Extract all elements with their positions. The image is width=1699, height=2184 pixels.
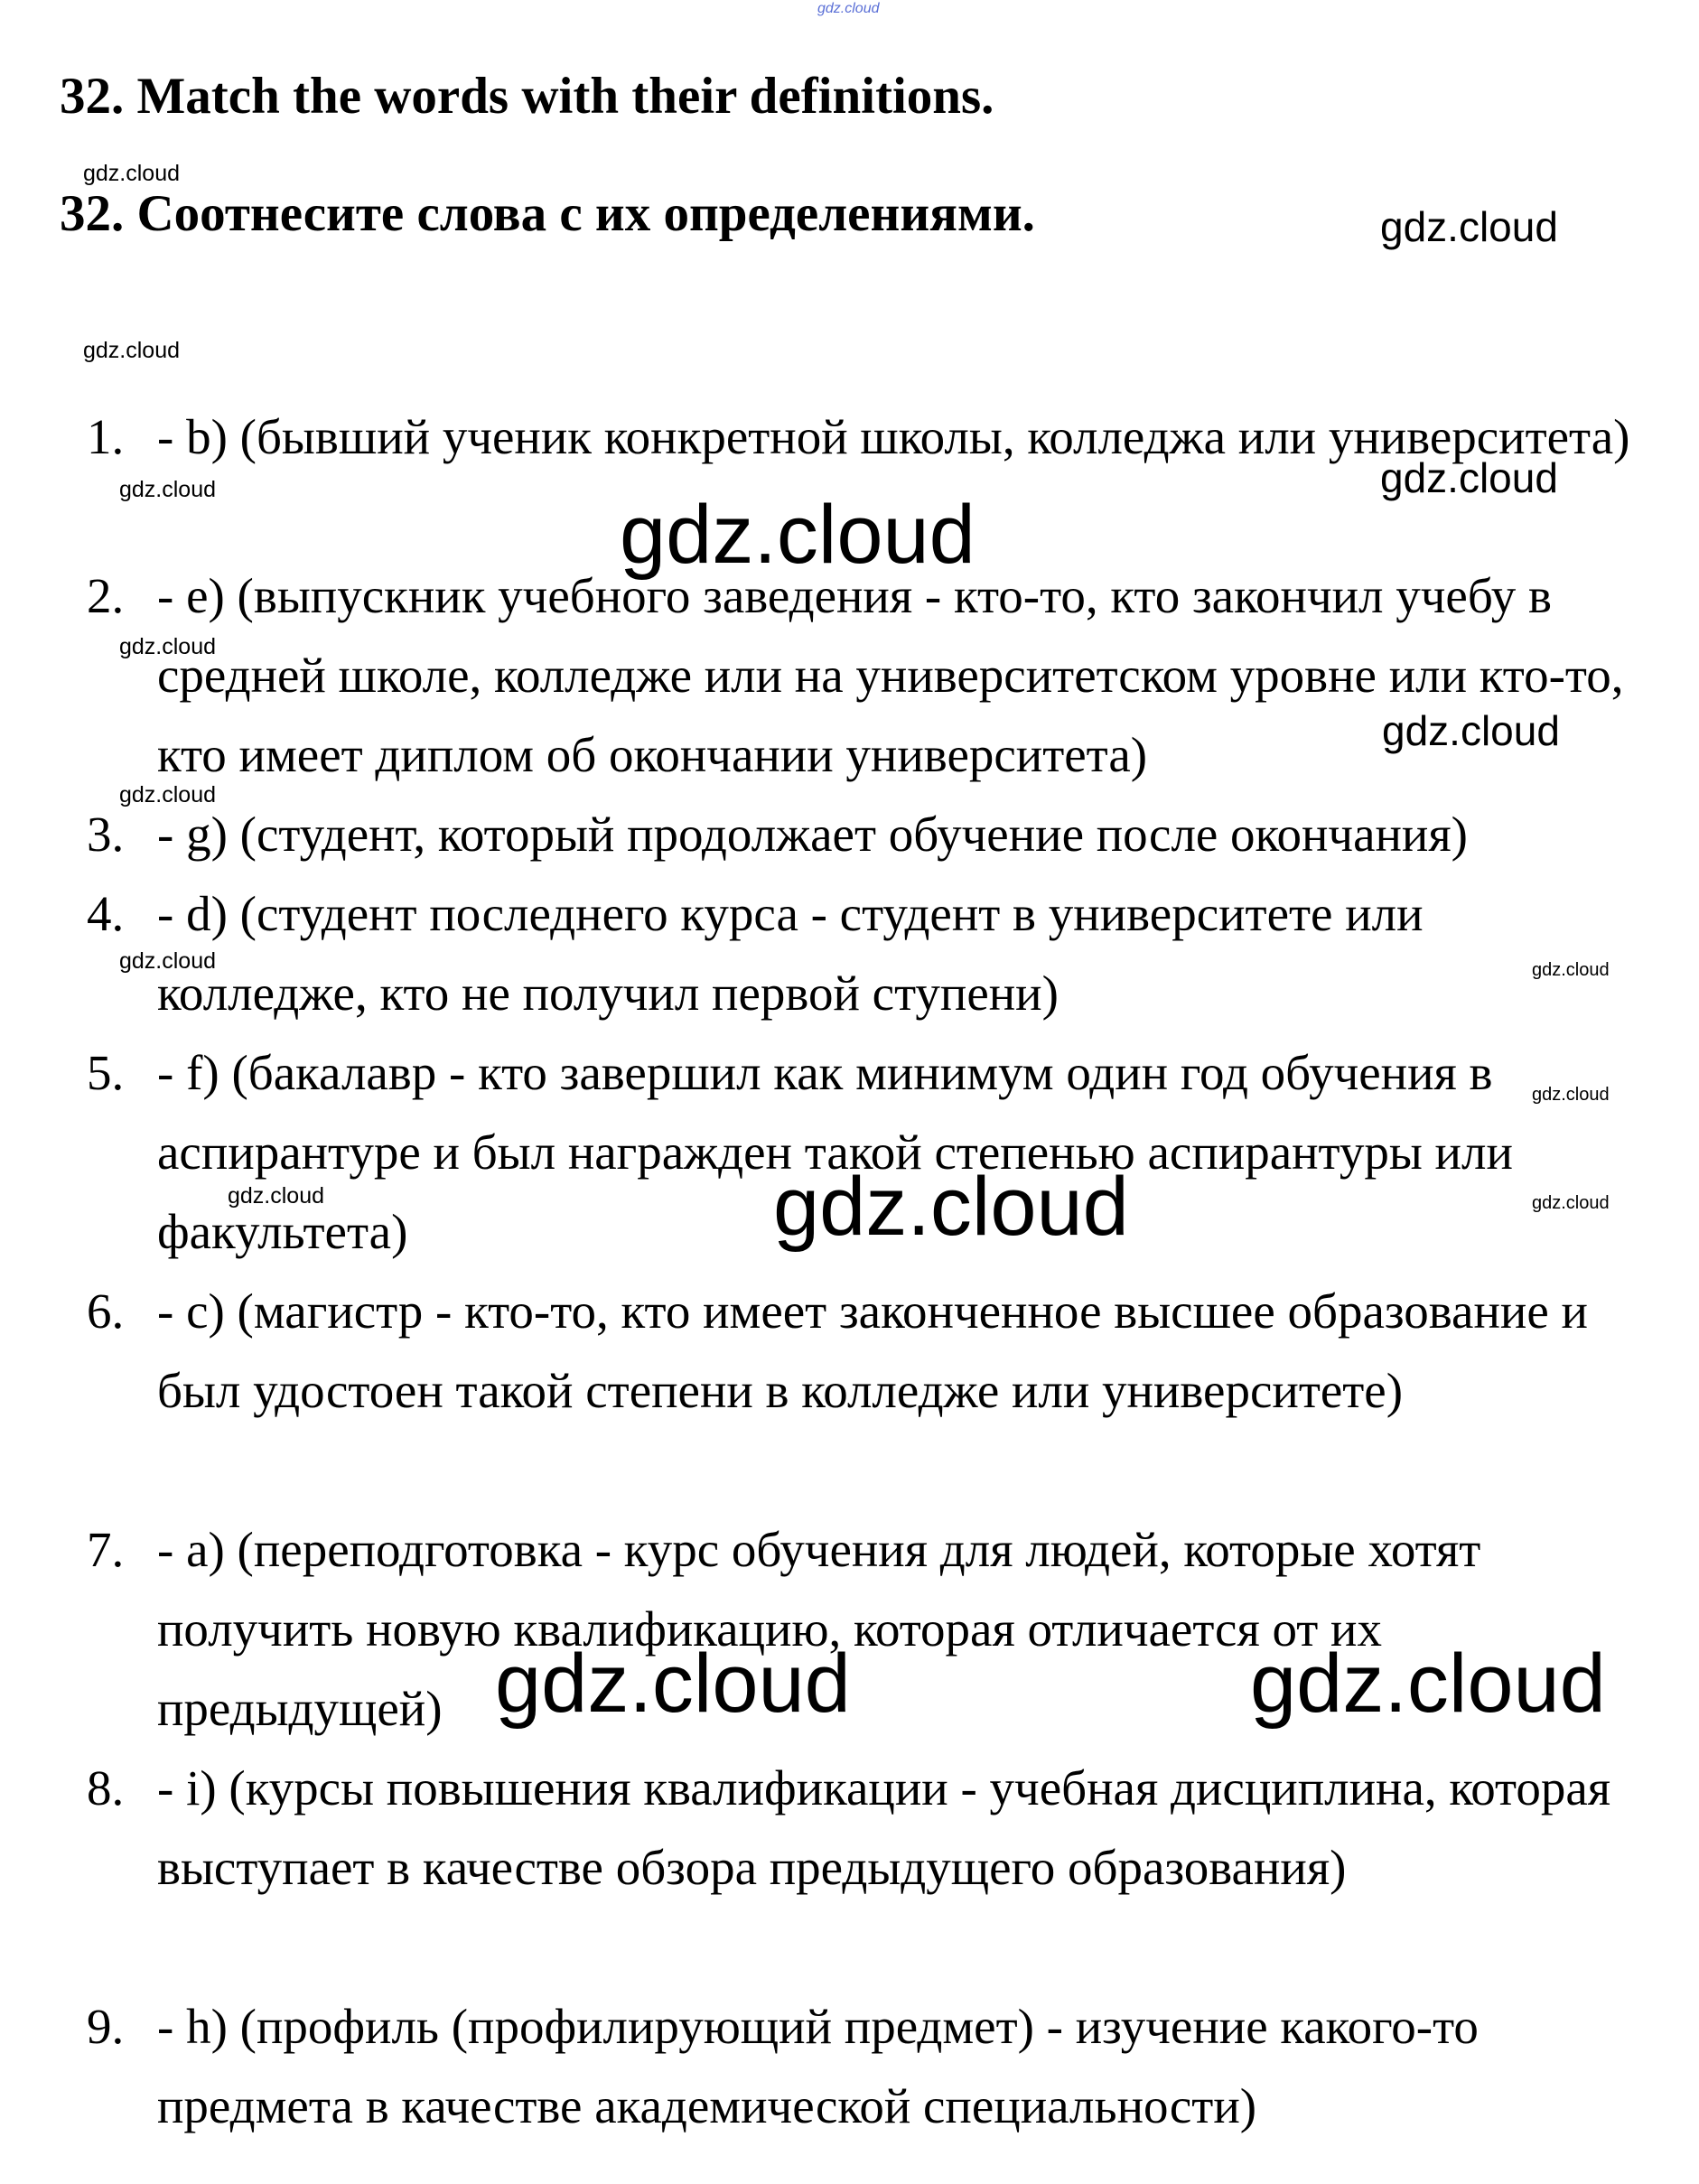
item-number: 6. <box>87 1283 125 1339</box>
watermark: gdz.cloud <box>773 1161 1129 1253</box>
item-number: 4. <box>87 886 125 941</box>
watermark: gdz.cloud <box>1532 1193 1610 1213</box>
list-item <box>87 1987 1640 2146</box>
list-item <box>87 556 1640 795</box>
watermark: gdz.cloud <box>119 477 217 502</box>
watermark: gdz.cloud <box>495 1638 851 1730</box>
item-text: - e) (выпускник учебного заведения - кто-то, кто закончил учебу в средней школе, колледже или на университетском уровне или кто-то, кто имеет диплом об окончании университета) <box>157 568 1624 782</box>
watermark: gdz.cloud <box>620 489 976 581</box>
watermark: gdz.cloud <box>119 948 217 974</box>
watermark: gdz.cloud <box>1532 1085 1610 1105</box>
top-watermark: gdz.cloud <box>817 1 880 16</box>
list-item <box>87 1272 1640 1431</box>
watermark: gdz.cloud <box>119 782 217 807</box>
item-text: - g) (студент, который продолжает обучение после окончания) <box>157 807 1468 862</box>
list-item <box>87 795 1640 874</box>
item-number: 8. <box>87 1760 125 1815</box>
watermark: gdz.cloud <box>83 338 181 363</box>
item-text: - c) (магистр - кто-то, кто имеет законченное высшее образование и был удостоен такой степени в колледже или университете) <box>157 1283 1588 1418</box>
item-text: - d) (студент последнего курса - студент в университете или колледже, кто не получил первой ступени) <box>157 886 1424 1021</box>
item-number: 1. <box>87 409 125 464</box>
list-item <box>87 1749 1640 1908</box>
exercise-heading-english: 32. Match the words with their definitions. <box>60 68 994 125</box>
item-text: - a) (переподготовка - курс обучения для людей, которые хотят получить новую квалификацию, которая отличается от их предыдущей) <box>157 1522 1481 1736</box>
watermark: gdz.cloud <box>1380 454 1558 501</box>
item-number: 2. <box>87 568 125 623</box>
list-item <box>87 874 1640 1033</box>
watermark: gdz.cloud <box>1532 960 1610 980</box>
item-text: - f) (бакалавр - кто завершил как минимум один год обучения в аспирантуре и был награжден такой степенью аспирантуры или факультета) <box>157 1045 1513 1259</box>
item-text: - i) (курсы повышения квалификации - учебная дисциплина, которая выступает в качестве обзора предыдущего образования) <box>157 1760 1611 1895</box>
exercise-heading-russian: 32. Соотнесите слова с их определениями. <box>60 185 1035 242</box>
item-number: 5. <box>87 1045 125 1100</box>
item-text: - h) (профиль (профилирующий предмет) - изучение какого-то предмета в качестве академической специальности) <box>157 1999 1479 2133</box>
watermark: gdz.cloud <box>1250 1638 1606 1730</box>
watermark: gdz.cloud <box>228 1183 325 1209</box>
item-number: 9. <box>87 1999 125 2054</box>
watermark: gdz.cloud <box>119 634 217 659</box>
watermark: gdz.cloud <box>1380 203 1558 250</box>
item-number: 7. <box>87 1522 125 1577</box>
item-number: 3. <box>87 807 125 862</box>
watermark: gdz.cloud <box>83 161 181 186</box>
watermark: gdz.cloud <box>1382 707 1560 754</box>
item-text: - b) (бывший ученик конкретной школы, колледжа или университета) <box>157 409 1630 464</box>
